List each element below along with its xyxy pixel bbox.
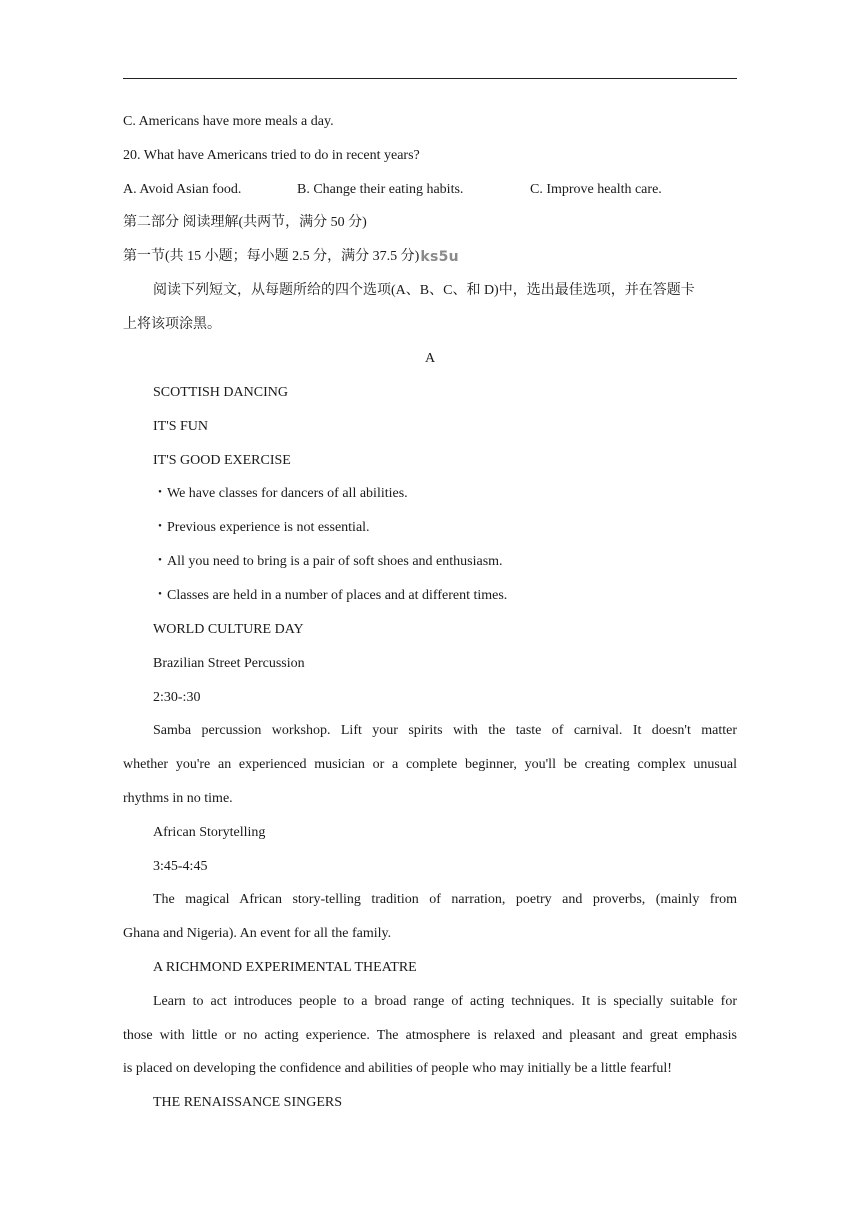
time-slot: 3:45-4:45 bbox=[153, 859, 208, 874]
heading-good-exercise: IT'S GOOD EXERCISE bbox=[153, 453, 291, 468]
section-one-text: 第一节(共 15 小题；每小题 2.5 分，满分 37.5 分) bbox=[123, 249, 420, 264]
option-c-q19: C. Americans have more meals a day. bbox=[123, 114, 334, 129]
heading-its-fun: IT'S FUN bbox=[153, 419, 209, 434]
bullet-item: ・Previous experience is not essential. bbox=[153, 520, 370, 535]
bullet-item: ・We have classes for dancers of all abilities. bbox=[153, 486, 408, 501]
section-one-heading bbox=[123, 248, 737, 266]
ks5u-logo: ks5u bbox=[420, 249, 459, 265]
paragraph-line: those with little or no acting experience. The atmosphere is relaxed and pleasant and great emphasis bbox=[123, 1028, 737, 1043]
passage-label: A bbox=[424, 351, 436, 366]
bullet-item: ・All you need to bring is a pair of soft shoes and enthusiasm. bbox=[153, 554, 503, 569]
paragraph-line: Samba percussion workshop. Lift your spirits with the taste of carnival. It doesn't matter bbox=[153, 723, 737, 738]
paragraph-line: whether you're an experienced musician or a complete beginner, you'll be creating complex unusual bbox=[123, 757, 737, 772]
heading-scottish-dancing: SCOTTISH DANCING bbox=[153, 385, 288, 400]
paragraph-line: The magical African story-telling tradition of narration, poetry and proverbs, (mainly from bbox=[153, 892, 737, 907]
bullet-item: ・Classes are held in a number of places and at different times. bbox=[153, 588, 508, 603]
heading-brazilian-percussion: Brazilian Street Percussion bbox=[153, 656, 305, 671]
time-slot: 2:30-:30 bbox=[153, 690, 201, 705]
part-two-heading: 第二部分 阅读理解(共两节，满分 50 分) bbox=[123, 215, 367, 230]
instruction-line-2: 上将该项涂黑。 bbox=[123, 317, 221, 332]
paragraph-line: Ghana and Nigeria). An event for all the family. bbox=[123, 926, 392, 941]
instruction-line-1: 阅读下列短文，从每题所给的四个选项(A、B、C、和 D)中，选出最佳选项，并在答题卡 bbox=[153, 283, 695, 298]
heading-renaissance-singers: THE RENAISSANCE SINGERS bbox=[153, 1095, 343, 1110]
paragraph-line: rhythms in no time. bbox=[123, 791, 233, 806]
header-rule bbox=[123, 78, 737, 79]
heading-world-culture-day: WORLD CULTURE DAY bbox=[153, 622, 304, 637]
paragraph-line: is placed on developing the confidence and abilities of people who may initially be a little fearful! bbox=[123, 1061, 672, 1076]
question-20: 20. What have Americans tried to do in recent years? bbox=[123, 148, 420, 163]
paragraph-line: Learn to act introduces people to a broad range of acting techniques. It is specially suitable for bbox=[153, 994, 737, 1009]
option-a: A. Avoid Asian food. bbox=[123, 182, 242, 197]
option-b: B. Change their eating habits. bbox=[297, 182, 464, 197]
heading-richmond-theatre: A RICHMOND EXPERIMENTAL THEATRE bbox=[153, 960, 417, 975]
heading-african-storytelling: African Storytelling bbox=[153, 825, 266, 840]
option-c: C. Improve health care. bbox=[530, 182, 662, 197]
